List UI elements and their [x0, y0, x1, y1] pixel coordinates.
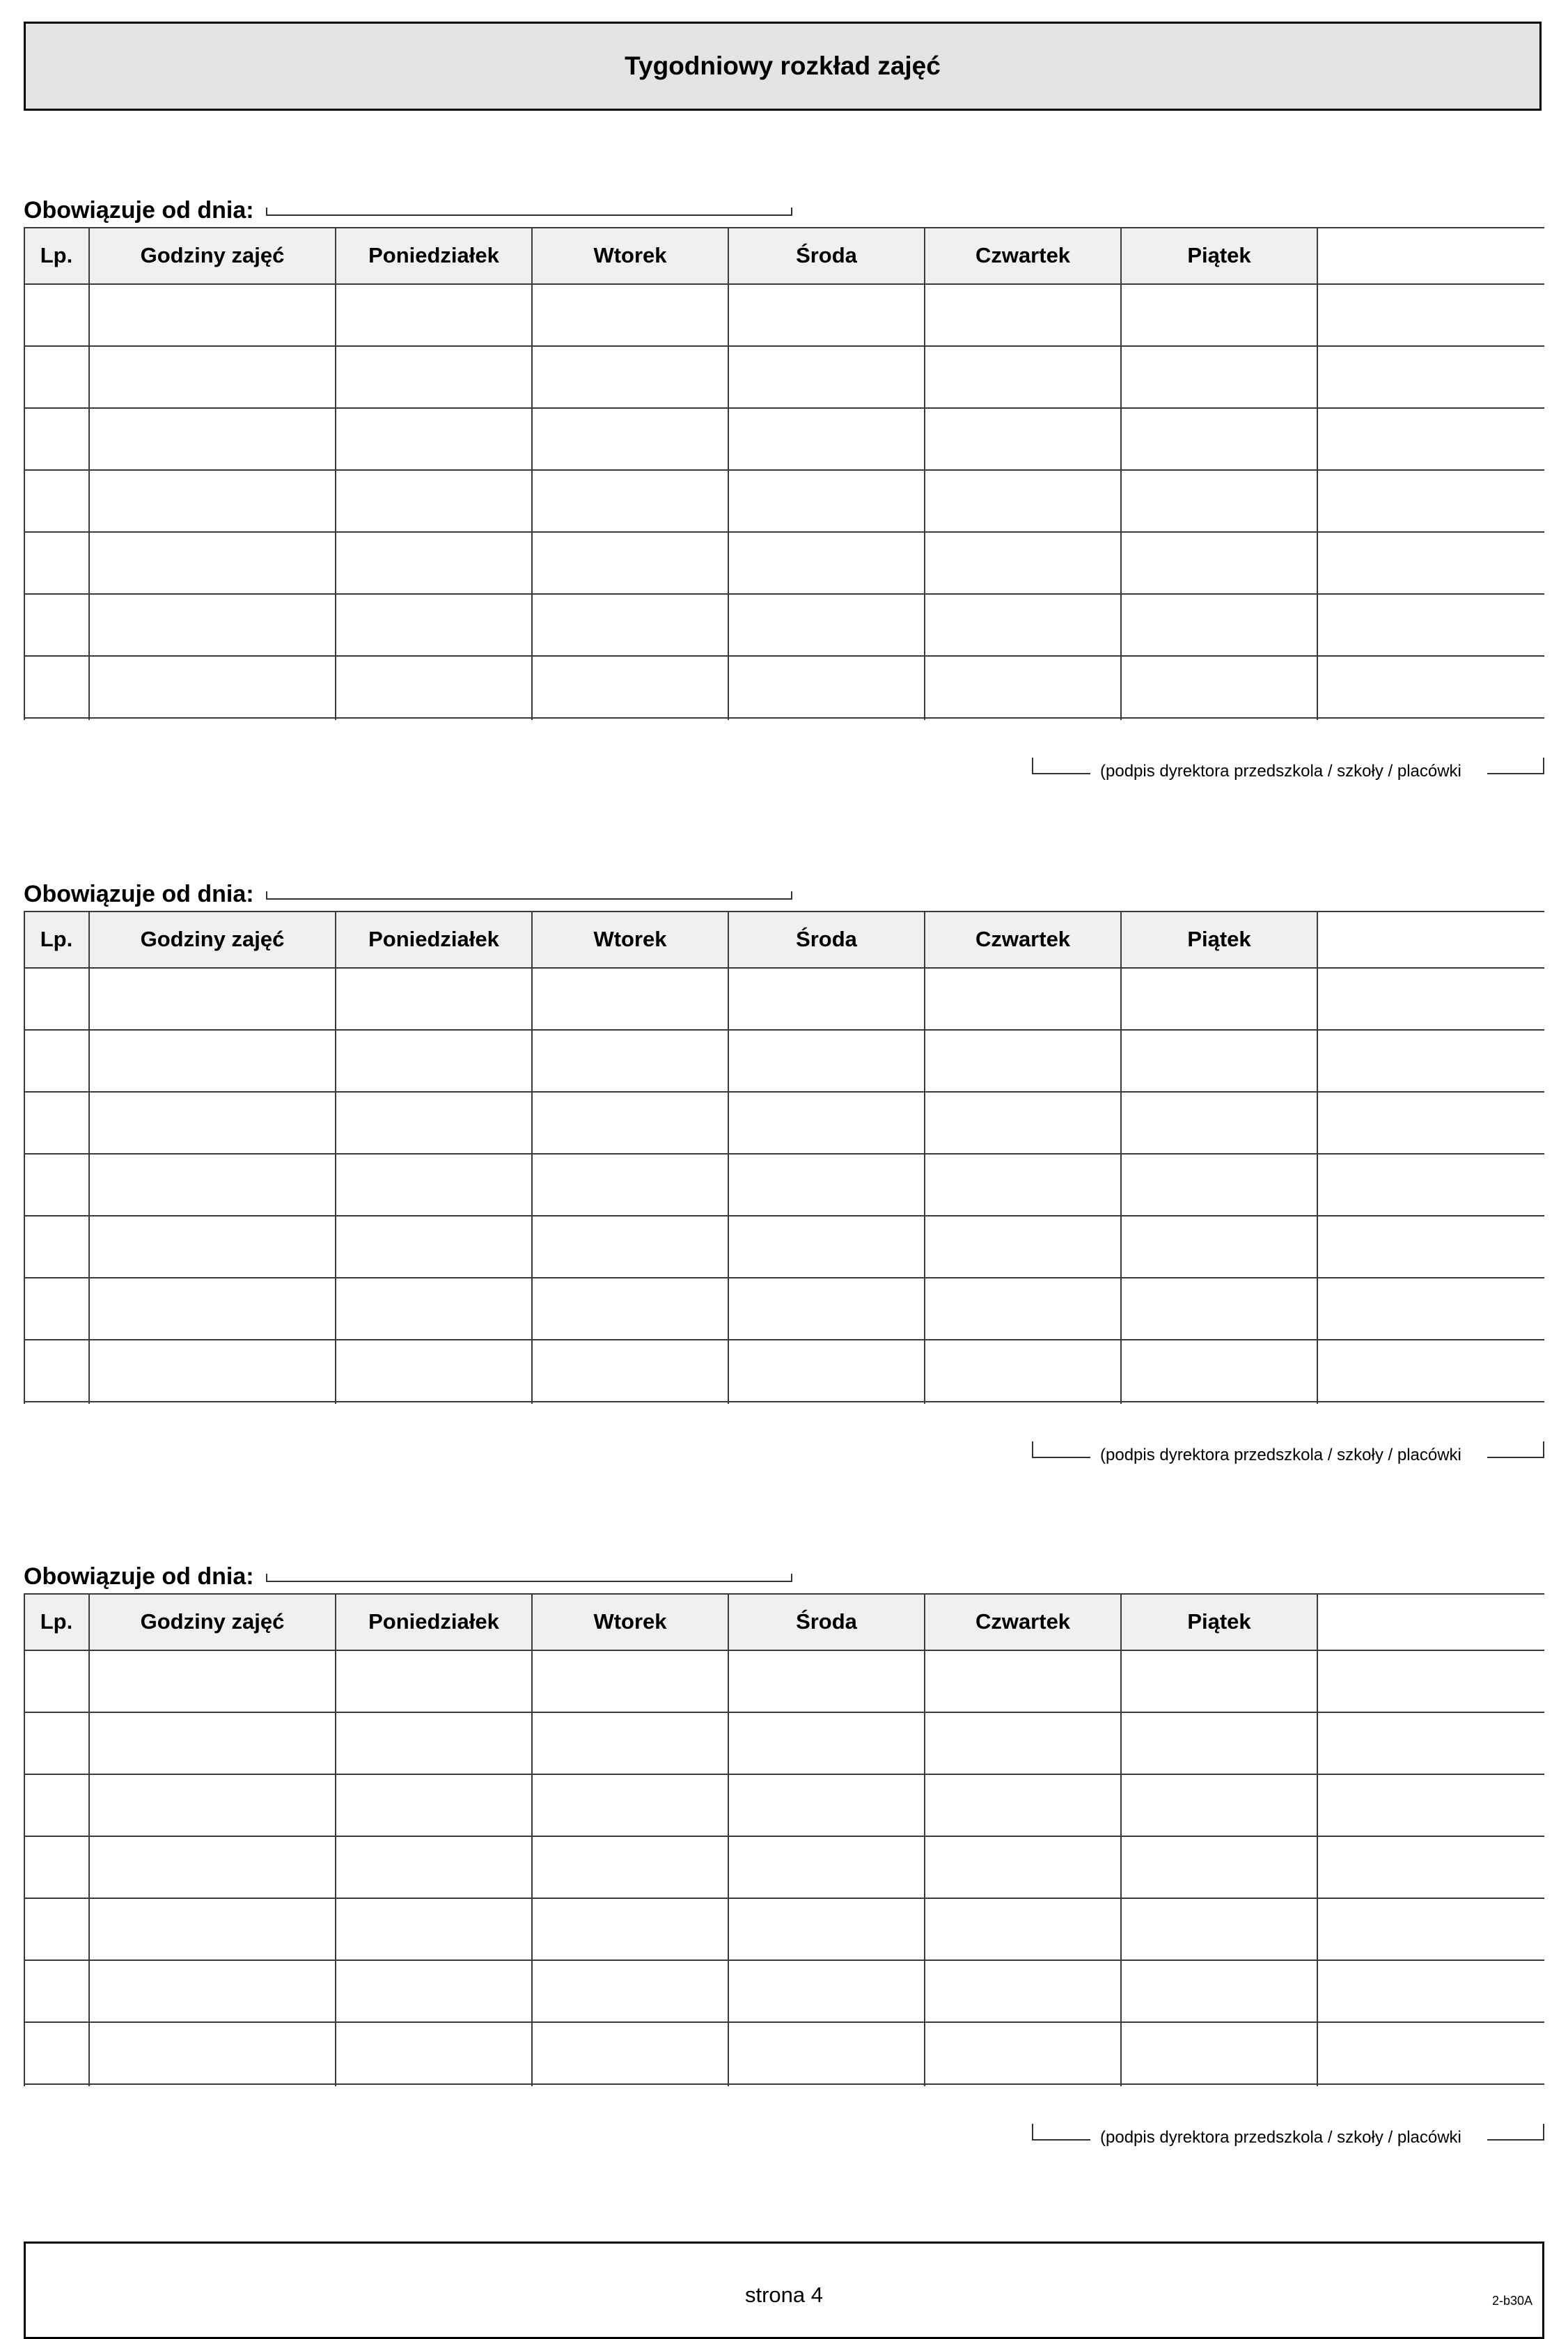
table-cell[interactable] [532, 1774, 728, 1836]
column-header: Poniedziałek [336, 1593, 532, 1650]
table-cell[interactable] [336, 1216, 532, 1278]
table-cell[interactable] [532, 346, 728, 408]
table-cell[interactable] [532, 1960, 728, 2022]
signature-bracket [1032, 773, 1090, 774]
table-grid-line [24, 593, 1544, 595]
schedule-section-2 [24, 880, 1544, 1465]
table-cell[interactable] [89, 1650, 336, 1712]
document-title: Tygodniowy rozkład zajęć [24, 22, 1542, 111]
table-cell[interactable] [728, 1836, 925, 1898]
table-cell[interactable] [1121, 1836, 1317, 1898]
table-grid-line [1120, 227, 1122, 720]
table-cell[interactable] [24, 1712, 89, 1774]
table-cell[interactable] [925, 1216, 1121, 1278]
table-cell[interactable] [336, 1774, 532, 1836]
table-cell[interactable] [89, 1960, 336, 2022]
table-cell[interactable] [1317, 656, 1544, 718]
table-grid-line [24, 1959, 1544, 1961]
table-cell[interactable] [1121, 408, 1317, 470]
column-header: Lp. [24, 227, 89, 284]
table-cell[interactable] [1121, 284, 1317, 346]
table-cell[interactable] [1317, 1030, 1544, 1092]
table-cell[interactable] [728, 2022, 925, 2084]
table-cell[interactable] [532, 1836, 728, 1898]
table-cell[interactable] [1317, 1836, 1544, 1898]
table-grid-line [924, 911, 925, 1404]
table-cell[interactable] [1121, 1030, 1317, 1092]
table-cell[interactable] [1121, 2022, 1317, 2084]
effective-date-label: Obowiązuje od dnia: [24, 197, 254, 224]
effective-date-label: Obowiązuje od dnia: [24, 1563, 254, 1590]
table-cell[interactable] [24, 284, 89, 346]
column-header: Godziny zajęć [89, 227, 336, 284]
table-cell[interactable] [1121, 1216, 1317, 1278]
schedule-table [24, 911, 1544, 1404]
column-header: Środa [728, 911, 925, 968]
table-cell[interactable] [925, 1836, 1121, 1898]
table-cell[interactable] [532, 1092, 728, 1154]
table-cell[interactable] [89, 1030, 336, 1092]
signature-bracket [1487, 1457, 1544, 1458]
table-cell[interactable] [728, 1898, 925, 1960]
column-header: Lp. [24, 911, 89, 968]
table-cell[interactable] [925, 1092, 1121, 1154]
table-cell[interactable] [925, 1154, 1121, 1216]
table-cell[interactable] [24, 2022, 89, 2084]
table-grid-line [24, 2021, 1544, 2023]
table-cell[interactable] [1317, 532, 1544, 594]
table-cell[interactable] [1121, 656, 1317, 718]
table-cell[interactable] [728, 346, 925, 408]
table-cell[interactable] [24, 1774, 89, 1836]
table-cell[interactable] [336, 1340, 532, 1402]
table-grid-line [24, 1153, 1544, 1155]
table-cell[interactable] [24, 1092, 89, 1154]
table-cell[interactable] [532, 2022, 728, 2084]
schedule-table [24, 1593, 1544, 2086]
table-cell[interactable] [532, 1340, 728, 1402]
table-cell[interactable] [24, 1650, 89, 1712]
signature-bracket [1487, 2139, 1544, 2141]
table-cell[interactable] [1121, 594, 1317, 656]
table-cell[interactable] [925, 1898, 1121, 1960]
signature-bracket [1543, 1441, 1544, 1458]
table-grid-line [335, 227, 336, 720]
table-grid-line [24, 911, 1544, 912]
table-cell[interactable] [24, 346, 89, 408]
table-cell[interactable] [925, 1278, 1121, 1340]
table-cell[interactable] [336, 1278, 532, 1340]
table-cell[interactable] [24, 594, 89, 656]
column-header [1317, 227, 1544, 284]
table-grid-line [24, 911, 25, 1404]
table-grid-line [24, 655, 1544, 657]
table-cell[interactable] [89, 1154, 336, 1216]
table-cell[interactable] [336, 1836, 532, 1898]
table-cell[interactable] [336, 594, 532, 656]
table-cell[interactable] [1317, 1774, 1544, 1836]
table-grid-line [531, 227, 533, 720]
signature-bracket [1543, 758, 1544, 774]
table-cell[interactable] [1317, 1092, 1544, 1154]
table-cell[interactable] [89, 1216, 336, 1278]
table-cell[interactable] [532, 1278, 728, 1340]
table-cell[interactable] [532, 470, 728, 532]
table-cell[interactable] [336, 532, 532, 594]
column-header: Lp. [24, 1593, 89, 1650]
table-cell[interactable] [925, 1030, 1121, 1092]
table-cell[interactable] [1317, 1340, 1544, 1402]
table-cell[interactable] [728, 284, 925, 346]
table-cell[interactable] [728, 594, 925, 656]
table-cell[interactable] [1317, 1216, 1544, 1278]
table-cell[interactable] [89, 2022, 336, 2084]
table-grid-line [24, 345, 1544, 347]
table-cell[interactable] [336, 1154, 532, 1216]
table-cell[interactable] [532, 968, 728, 1030]
table-cell[interactable] [89, 594, 336, 656]
table-grid-line [924, 227, 925, 720]
table-cell[interactable] [728, 1712, 925, 1774]
signature-caption: (podpis dyrektora przedszkola / szkoły / placówki [1100, 1446, 1461, 1464]
table-grid-line [24, 1091, 1544, 1093]
table-grid-line [24, 1401, 1544, 1402]
table-cell[interactable] [925, 284, 1121, 346]
table-cell[interactable] [532, 1650, 728, 1712]
table-cell[interactable] [1121, 1650, 1317, 1712]
table-grid-line [24, 531, 1544, 533]
table-cell[interactable] [1121, 470, 1317, 532]
table-grid-line [728, 227, 729, 720]
table-cell[interactable] [1317, 1278, 1544, 1340]
table-cell[interactable] [728, 1774, 925, 1836]
director-signature-field[interactable] [1032, 2124, 1544, 2145]
table-cell[interactable] [532, 1030, 728, 1092]
table-cell[interactable] [336, 470, 532, 532]
signature-caption: (podpis dyrektora przedszkola / szkoły / placówki [1100, 762, 1461, 781]
table-cell[interactable] [1317, 1712, 1544, 1774]
table-cell[interactable] [532, 1898, 728, 1960]
column-header: Poniedziałek [336, 911, 532, 968]
column-header: Wtorek [532, 1593, 728, 1650]
signature-bracket [1032, 2124, 1033, 2141]
table-cell[interactable] [1317, 346, 1544, 408]
column-header: Środa [728, 227, 925, 284]
table-cell[interactable] [532, 284, 728, 346]
table-cell[interactable] [89, 408, 336, 470]
table-cell[interactable] [728, 1278, 925, 1340]
table-cell[interactable] [24, 1340, 89, 1402]
table-cell[interactable] [1121, 968, 1317, 1030]
column-header: Piątek [1121, 1593, 1317, 1650]
table-cell[interactable] [89, 470, 336, 532]
table-grid-line [728, 911, 729, 1404]
table-cell[interactable] [89, 1712, 336, 1774]
table-cell[interactable] [1121, 1712, 1317, 1774]
table-cell[interactable] [925, 2022, 1121, 2084]
signature-bracket [1032, 1441, 1033, 1458]
table-cell[interactable] [728, 532, 925, 594]
table-cell[interactable] [728, 1960, 925, 2022]
table-grid-line [24, 1029, 1544, 1031]
table-cell[interactable] [728, 1092, 925, 1154]
table-cell[interactable] [89, 656, 336, 718]
table-cell[interactable] [24, 656, 89, 718]
table-grid-line [24, 1650, 1544, 1651]
table-cell[interactable] [1121, 1092, 1317, 1154]
table-cell[interactable] [89, 1836, 336, 1898]
footer-box [24, 2242, 1544, 2339]
table-cell[interactable] [24, 1278, 89, 1340]
effective-date-field[interactable] [266, 208, 792, 216]
table-cell[interactable] [24, 532, 89, 594]
column-header: Czwartek [925, 227, 1121, 284]
table-cell[interactable] [1121, 532, 1317, 594]
table-cell[interactable] [532, 656, 728, 718]
table-grid-line [88, 1593, 90, 2086]
table-cell[interactable] [89, 346, 336, 408]
table-cell[interactable] [728, 656, 925, 718]
table-cell[interactable] [24, 1898, 89, 1960]
table-cell[interactable] [728, 1154, 925, 1216]
table-cell[interactable] [1317, 1154, 1544, 1216]
table-cell[interactable] [336, 2022, 532, 2084]
table-cell[interactable] [532, 1712, 728, 1774]
table-cell[interactable] [89, 968, 336, 1030]
table-cell[interactable] [925, 656, 1121, 718]
table-cell[interactable] [336, 284, 532, 346]
table-cell[interactable] [336, 1712, 532, 1774]
table-grid-line [24, 1215, 1544, 1217]
table-grid-line [24, 1339, 1544, 1340]
table-cell[interactable] [336, 968, 532, 1030]
table-cell[interactable] [1121, 1340, 1317, 1402]
table-cell[interactable] [532, 532, 728, 594]
effective-date-field[interactable] [266, 1574, 792, 1582]
table-grid-line [24, 227, 1544, 228]
effective-date-label: Obowiązuje od dnia: [24, 881, 254, 907]
table-grid-line [24, 1774, 1544, 1775]
column-header: Środa [728, 1593, 925, 1650]
column-header [1317, 911, 1544, 968]
table-cell[interactable] [24, 408, 89, 470]
table-cell[interactable] [1317, 408, 1544, 470]
table-cell[interactable] [336, 656, 532, 718]
signature-caption: (podpis dyrektora przedszkola / szkoły / placówki [1100, 2128, 1461, 2147]
table-grid-line [1317, 911, 1318, 1404]
table-cell[interactable] [24, 1030, 89, 1092]
table-cell[interactable] [728, 1030, 925, 1092]
table-cell[interactable] [728, 1650, 925, 1712]
table-cell[interactable] [24, 470, 89, 532]
table-cell[interactable] [925, 1960, 1121, 2022]
signature-bracket [1543, 2124, 1544, 2141]
table-cell[interactable] [925, 968, 1121, 1030]
signature-bracket [1032, 2139, 1090, 2141]
table-grid-line [531, 911, 533, 1404]
table-cell[interactable] [532, 1154, 728, 1216]
table-cell[interactable] [532, 1216, 728, 1278]
table-cell[interactable] [1317, 968, 1544, 1030]
table-cell[interactable] [1121, 1278, 1317, 1340]
column-header: Wtorek [532, 911, 728, 968]
table-cell[interactable] [728, 408, 925, 470]
table-cell[interactable] [24, 1836, 89, 1898]
table-grid-line [24, 1712, 1544, 1713]
table-cell[interactable] [728, 968, 925, 1030]
table-grid-line [1317, 1593, 1318, 2086]
table-grid-line [1317, 227, 1318, 720]
table-cell[interactable] [1121, 1898, 1317, 1960]
table-cell[interactable] [1317, 1898, 1544, 1960]
table-cell[interactable] [89, 1278, 336, 1340]
table-cell[interactable] [336, 1650, 532, 1712]
table-cell[interactable] [532, 408, 728, 470]
table-cell[interactable] [89, 284, 336, 346]
effective-date-field[interactable] [266, 891, 792, 900]
table-grid-line [531, 1593, 533, 2086]
table-cell[interactable] [89, 532, 336, 594]
table-cell[interactable] [24, 1216, 89, 1278]
column-header: Czwartek [925, 1593, 1121, 1650]
column-header: Wtorek [532, 227, 728, 284]
column-header: Godziny zajęć [89, 1593, 336, 1650]
signature-bracket [1032, 1457, 1090, 1458]
table-cell[interactable] [336, 1898, 532, 1960]
table-cell[interactable] [925, 532, 1121, 594]
table-grid-line [24, 469, 1544, 471]
table-grid-line [335, 911, 336, 1404]
table-grid-line [24, 1593, 1544, 1595]
table-cell[interactable] [1121, 346, 1317, 408]
table-grid-line [88, 911, 90, 1404]
form-code: 2-b30A [1491, 2294, 1532, 2308]
table-grid-line [24, 1898, 1544, 1899]
table-cell[interactable] [925, 346, 1121, 408]
table-grid-line [24, 2083, 1544, 2085]
table-grid-line [24, 227, 25, 720]
table-grid-line [24, 1593, 25, 2086]
table-cell[interactable] [728, 1340, 925, 1402]
table-grid-line [24, 717, 1544, 719]
table-grid-line [1120, 911, 1122, 1404]
table-grid-line [24, 1277, 1544, 1278]
table-cell[interactable] [24, 1154, 89, 1216]
table-cell[interactable] [336, 346, 532, 408]
schedule-section-1 [24, 196, 1544, 781]
table-cell[interactable] [336, 1030, 532, 1092]
table-grid-line [88, 227, 90, 720]
schedule-table [24, 227, 1544, 720]
column-header [1317, 1593, 1544, 1650]
table-cell[interactable] [89, 1092, 336, 1154]
schedule-section-3 [24, 1563, 1544, 2148]
table-cell[interactable] [24, 968, 89, 1030]
table-cell[interactable] [1121, 1774, 1317, 1836]
table-cell[interactable] [1317, 2022, 1544, 2084]
table-cell[interactable] [1121, 1154, 1317, 1216]
column-header: Poniedziałek [336, 227, 532, 284]
director-signature-field[interactable] [1032, 1441, 1544, 1462]
table-cell[interactable] [925, 408, 1121, 470]
table-cell[interactable] [1317, 284, 1544, 346]
table-grid-line [335, 1593, 336, 2086]
table-grid-line [24, 283, 1544, 285]
table-cell[interactable] [1317, 1960, 1544, 2022]
column-header: Piątek [1121, 227, 1317, 284]
table-cell[interactable] [925, 1712, 1121, 1774]
table-grid-line [24, 1836, 1544, 1837]
table-cell[interactable] [336, 1960, 532, 2022]
column-header: Piątek [1121, 911, 1317, 968]
table-grid-line [1120, 1593, 1122, 2086]
table-cell[interactable] [89, 1340, 336, 1402]
table-cell[interactable] [1317, 470, 1544, 532]
table-cell[interactable] [89, 1774, 336, 1836]
table-cell[interactable] [728, 1216, 925, 1278]
table-grid-line [924, 1593, 925, 2086]
table-cell[interactable] [1121, 1960, 1317, 2022]
table-cell[interactable] [925, 1650, 1121, 1712]
signature-bracket [1487, 773, 1544, 774]
table-cell[interactable] [728, 470, 925, 532]
table-cell[interactable] [24, 1960, 89, 2022]
table-grid-line [24, 407, 1544, 409]
table-cell[interactable] [925, 594, 1121, 656]
column-header: Czwartek [925, 911, 1121, 968]
table-cell[interactable] [925, 1774, 1121, 1836]
signature-bracket [1032, 758, 1033, 774]
table-cell[interactable] [925, 470, 1121, 532]
director-signature-field[interactable] [1032, 758, 1544, 779]
table-cell[interactable] [532, 594, 728, 656]
table-cell[interactable] [336, 1092, 532, 1154]
column-header: Godziny zajęć [89, 911, 336, 968]
table-grid-line [728, 1593, 729, 2086]
table-cell[interactable] [1317, 594, 1544, 656]
table-cell[interactable] [1317, 1650, 1544, 1712]
table-cell[interactable] [89, 1898, 336, 1960]
table-cell[interactable] [336, 408, 532, 470]
table-grid-line [24, 967, 1544, 969]
table-cell[interactable] [925, 1340, 1121, 1402]
page-number: strona 4 [744, 2283, 823, 2307]
